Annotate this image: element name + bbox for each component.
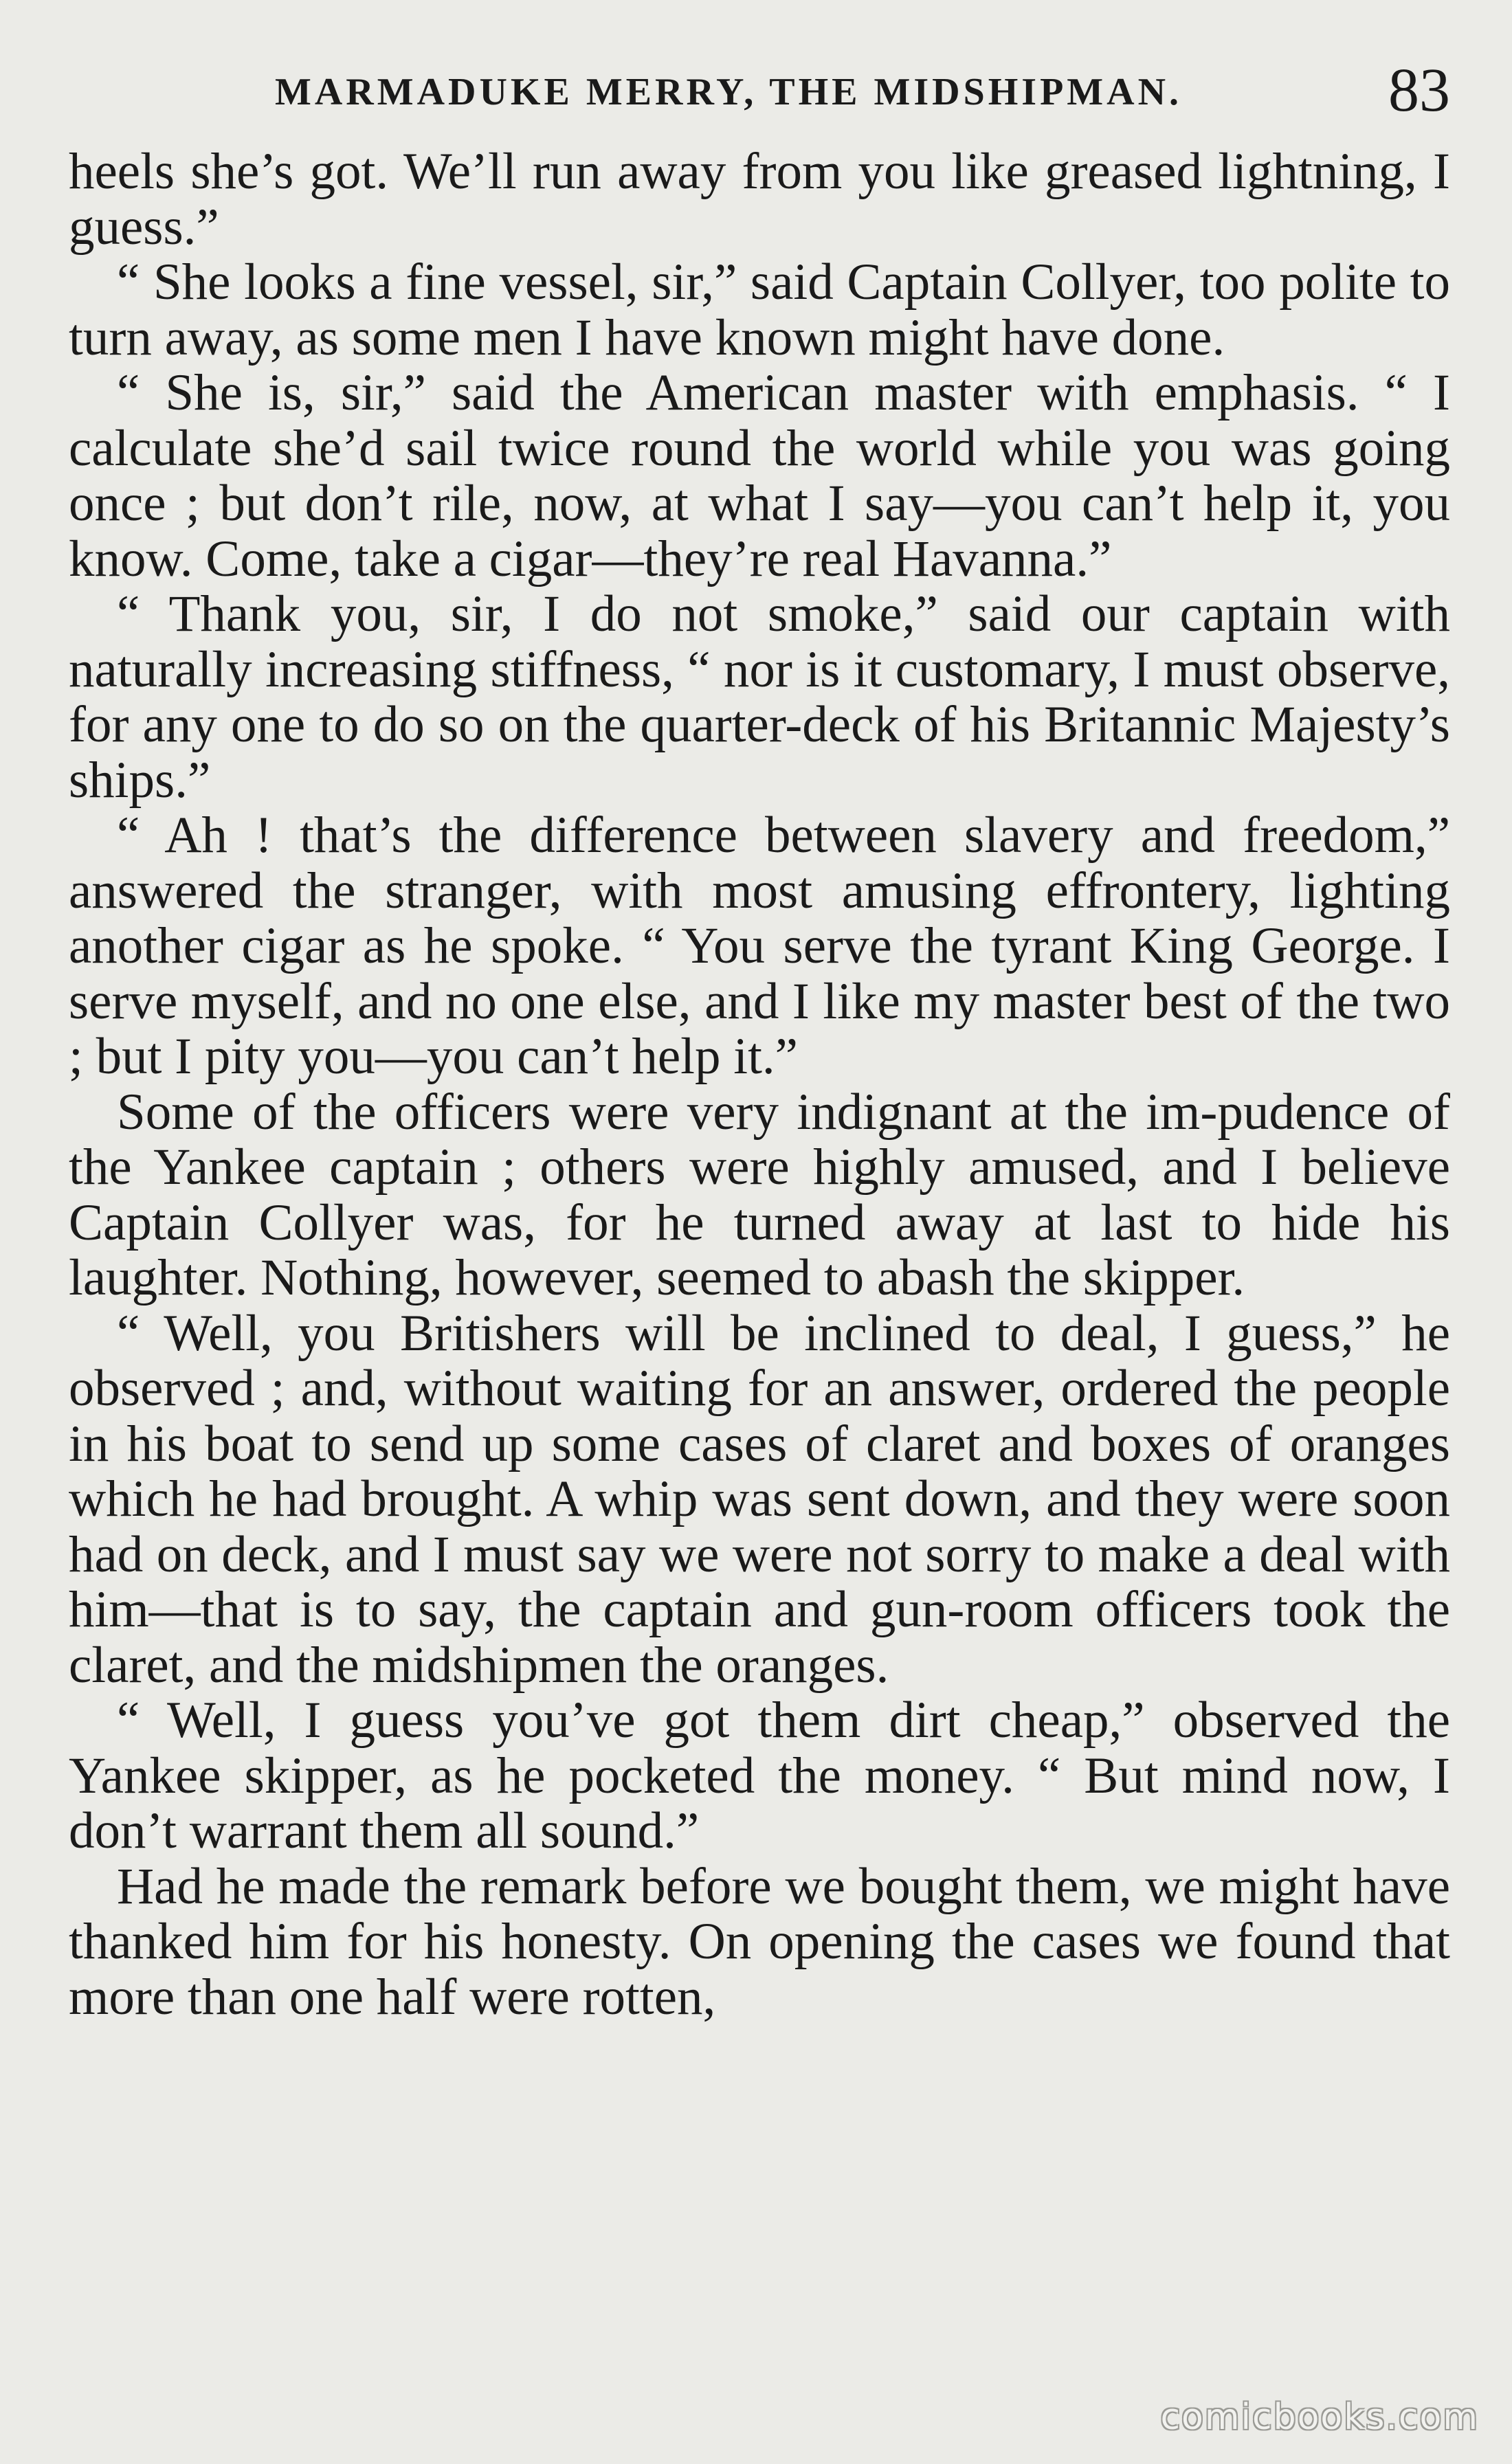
running-title: MARMADUKE MERRY, THE MIDSHIPMAN. — [275, 71, 1183, 113]
body-text — [69, 144, 1450, 2025]
paragraph: “ Well, I guess you’ve got them dirt cheap,” observed the Yankee skipper, as he pocketed the money. “ But mind now, I don’t warrant them all sound.” — [69, 1692, 1450, 1859]
paragraph: heels she’s got. We’ll run away from you like greased lightning, I guess.” — [69, 143, 1450, 256]
book-page — [69, 55, 1450, 2405]
running-head — [69, 55, 1450, 144]
paragraph: Some of the officers were very indignant at the im-pudence of the Yankee captain ; others were highly amused, and I believe Captain Collyer was, for he turned away at last to hide his laughter. Nothing, however, seemed to abash the skipper. — [69, 1083, 1450, 1306]
paragraph: “ Ah ! that’s the difference between slavery and freedom,” answered the stranger, with most amusing effrontery, lighting another cigar as he spoke. “ You serve the tyrant King George. I serve myself, and no one else, and I like my master best of the two ; but I pity you—you can’t help it.” — [69, 807, 1450, 1085]
paragraph: “ She looks a fine vessel, sir,” said Captain Collyer, too polite to turn away, as some men I have known might have done. — [69, 254, 1450, 366]
page-number: 83 — [1388, 56, 1450, 124]
paragraph: “ Well, you Britishers will be inclined to deal, I guess,” he observed ; and, without waiting for an answer, ordered the people in his boat to send up some cases of claret and boxes of oranges which he had brought. A whip was sent down, and they were soon had on deck, and I must say we were not sorry to make a deal with him—that is to say, the captain and gun-room officers took the claret, and the midshipmen the oranges. — [69, 1304, 1450, 1694]
watermark: comicbooks.com — [1160, 2397, 1479, 2438]
paragraph: “ Thank you, sir, I do not smoke,” said our captain with naturally increasing stiffness, “ nor is it customary, I must observe, for any one to do so on the quarter-deck of his Britannic Majesty’s ships.” — [69, 585, 1450, 809]
paragraph: “ She is, sir,” said the American master with emphasis. “ I calculate she’d sail twice round the world while you was going once ; but don’t rile, now, at what I say—you can’t help it, you know. Come, take a cigar—they’re real Havanna.” — [69, 364, 1450, 587]
paragraph: Had he made the remark before we bought them, we might have thanked him for his honesty. On opening the cases we found that more than one half were rotten, — [69, 1857, 1450, 2026]
